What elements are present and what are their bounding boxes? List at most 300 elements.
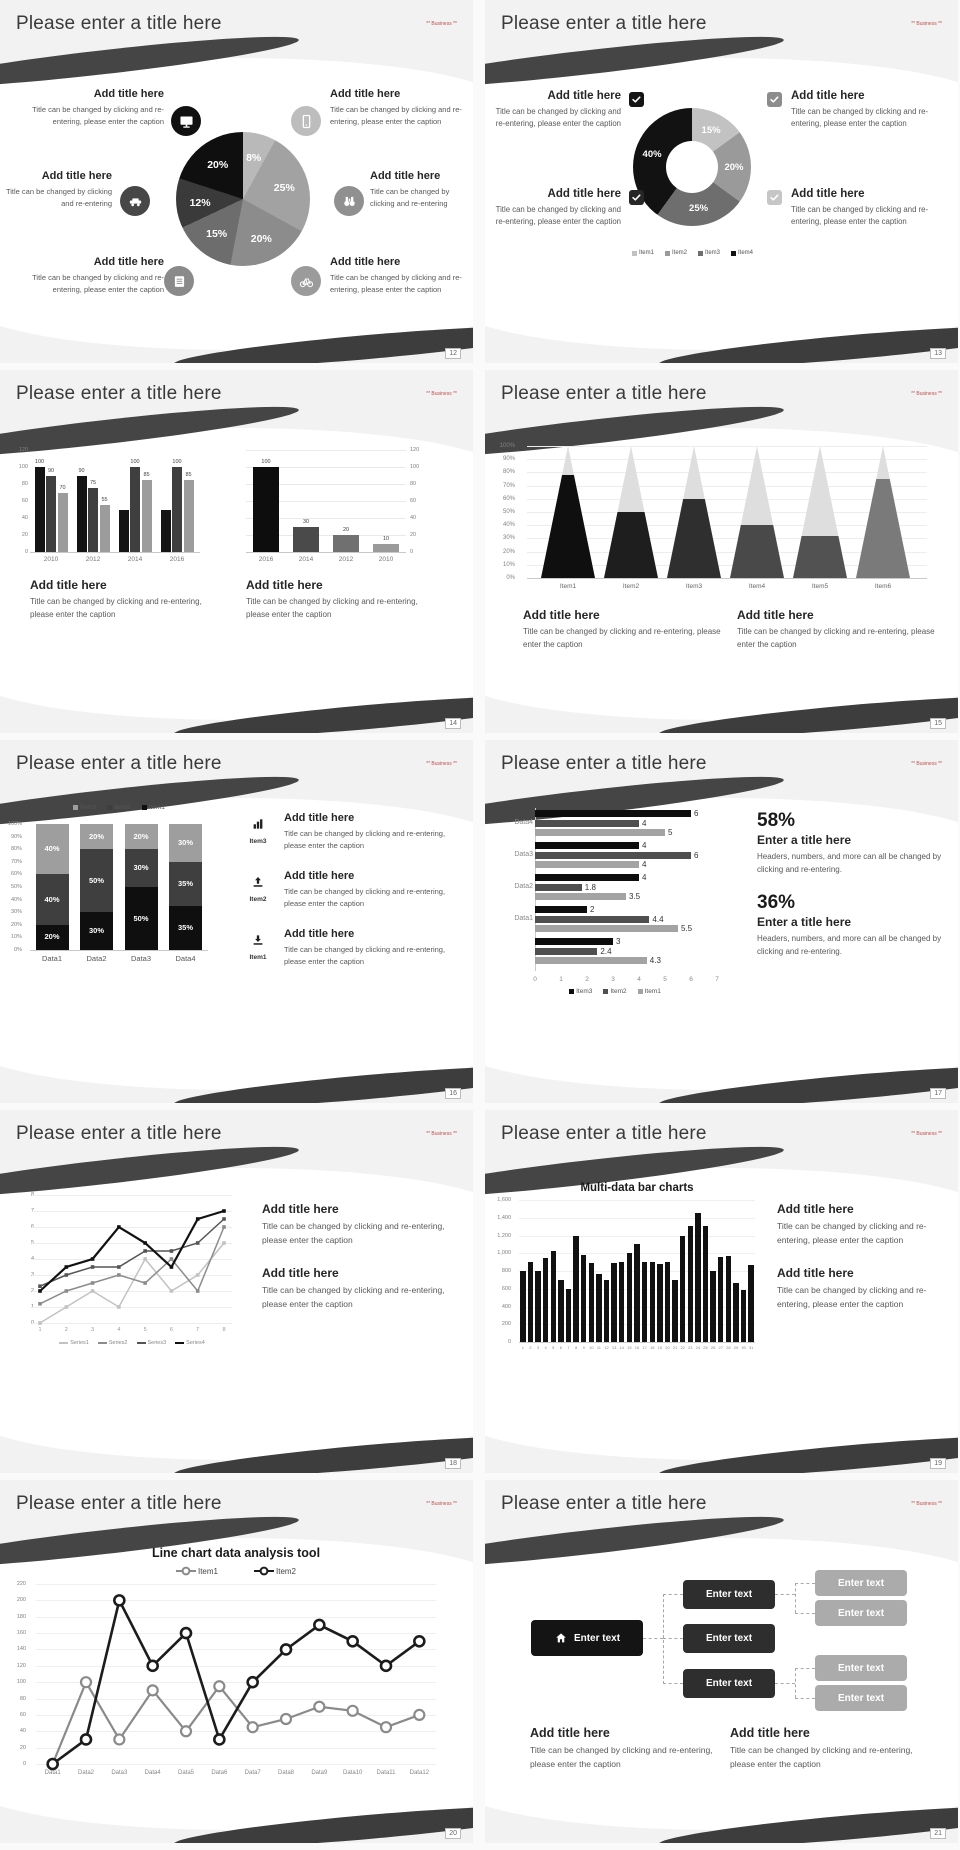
y-axis-tick: 30% xyxy=(10,909,22,916)
block-caption: Title can be changed by clicking and re-entering, please enter the caption xyxy=(777,1285,927,1309)
text-block xyxy=(30,578,215,622)
chart-legend xyxy=(30,804,208,811)
x-axis-tick: Data1 xyxy=(44,1770,61,1776)
legend-swatch xyxy=(603,989,608,994)
block-caption: Title can be changed by clicking and re-entering, please enter the caption xyxy=(791,107,929,129)
block-title: Add title here xyxy=(284,812,355,824)
legend-label: Series1 xyxy=(70,1340,89,1346)
y-axis-tick: 20 xyxy=(410,532,417,538)
x-axis-tick: 7 xyxy=(715,976,719,983)
bar xyxy=(718,1257,723,1342)
block-caption: Title can be changed by clicking and re-entering, please enter the caption xyxy=(330,273,462,294)
bar xyxy=(535,925,678,932)
gridline xyxy=(527,446,927,447)
bar-label: 100 xyxy=(130,459,140,465)
org-node xyxy=(815,1655,907,1681)
chart-legend xyxy=(595,250,790,256)
block-title: Add title here xyxy=(93,256,164,268)
x-axis-tick: 15 xyxy=(627,1345,632,1350)
segment-label: 50% xyxy=(88,875,104,885)
legend-swatch xyxy=(632,251,637,256)
icon-label: Item2 xyxy=(249,896,267,903)
org-node xyxy=(531,1620,643,1656)
segment-label: 50% xyxy=(133,913,149,923)
gridline xyxy=(527,499,927,500)
bar xyxy=(142,480,152,552)
block-title: Add title here xyxy=(777,1266,854,1280)
legend-label: Item2 xyxy=(671,250,687,256)
slide-20-line-analysis[interactable] xyxy=(0,1480,473,1843)
x-axis-line xyxy=(519,1342,755,1343)
text-block xyxy=(493,90,621,131)
bar-label: 3 xyxy=(616,937,621,946)
stat-title: Enter a title here xyxy=(757,915,852,929)
bar-label: 6 xyxy=(694,850,699,860)
slice-label: 20% xyxy=(207,159,229,172)
bar-label: 70 xyxy=(59,484,66,491)
block-title: Add title here xyxy=(737,608,814,622)
segment-label: 35% xyxy=(177,922,193,932)
bar xyxy=(535,884,582,891)
x-axis-tick: Data6 xyxy=(211,1770,228,1776)
legend-label: Item1 xyxy=(638,250,654,256)
book-icon xyxy=(164,266,194,296)
legend-swatch xyxy=(731,251,736,256)
text-block xyxy=(530,1726,715,1771)
x-axis-tick: 10 xyxy=(589,1345,594,1350)
x-axis-tick: 31 xyxy=(748,1345,754,1350)
x-axis-tick: 5 xyxy=(143,1327,147,1333)
legend-label: Item1 xyxy=(197,1566,218,1576)
block-caption: Title can be changed by clicking and re-entering xyxy=(370,187,450,208)
slice-label: 20% xyxy=(724,162,744,173)
connector-line xyxy=(663,1594,664,1684)
text-block xyxy=(777,1202,949,1247)
y-axis-tick: 80 xyxy=(410,481,417,487)
group-label: Data4 xyxy=(514,819,533,826)
y-axis-tick: 1,600 xyxy=(497,1197,511,1203)
slide-17-horizontal-bars[interactable] xyxy=(485,740,958,1103)
x-axis-tick: Data12 xyxy=(409,1770,429,1776)
text-block xyxy=(330,88,466,128)
block-caption: Title can be changed by clicking and re-entering, please enter the caption xyxy=(262,1221,445,1245)
stat-caption: Headers, numbers, and more can all be changed by clicking and re-entering. xyxy=(757,852,942,874)
y-axis-tick: 10% xyxy=(502,561,515,568)
bar xyxy=(589,1263,594,1342)
bar xyxy=(130,467,140,552)
legend-item xyxy=(603,988,626,995)
legend-label: Item1 xyxy=(644,988,661,995)
segment-label: 30% xyxy=(177,837,193,847)
bar xyxy=(733,1283,738,1342)
y-axis-tick: 40 xyxy=(410,515,417,521)
cone-fill xyxy=(667,499,721,578)
y-axis-tick: 20% xyxy=(502,548,515,555)
x-axis-tick: 17 xyxy=(642,1345,647,1350)
x-axis-tick: Data9 xyxy=(311,1770,328,1776)
slide-18-line-chart[interactable] xyxy=(0,1110,473,1473)
bar-label: 4 xyxy=(642,860,647,869)
block-title: Add title here xyxy=(547,90,621,102)
bar xyxy=(172,467,182,552)
slide-19-multidata-bars[interactable] xyxy=(485,1110,958,1473)
legend-item xyxy=(175,1340,205,1346)
y-axis-tick: 30% xyxy=(502,535,515,542)
x-axis-line xyxy=(246,552,406,553)
bar xyxy=(77,476,87,553)
legend-item xyxy=(176,1566,218,1576)
text-block xyxy=(730,1726,915,1771)
bar xyxy=(710,1271,715,1342)
legend-item xyxy=(142,804,165,811)
block-caption: Title can be changed by clicking and re-entering, please enter the caption xyxy=(495,107,621,129)
bar xyxy=(161,510,171,553)
legend-label: Item1 xyxy=(148,804,165,811)
connector-line xyxy=(795,1698,815,1699)
bar xyxy=(535,861,639,868)
watermark-text: ** Business ** xyxy=(911,761,942,767)
legend-item xyxy=(569,988,592,995)
y-axis-tick: 0 xyxy=(24,549,28,555)
x-axis-tick: Item3 xyxy=(685,583,703,590)
y-axis-tick xyxy=(14,1304,34,1310)
y-axis-tick: 80 xyxy=(19,1695,26,1702)
bar-label: 85 xyxy=(143,471,150,478)
bar xyxy=(58,493,68,553)
legend-item xyxy=(98,1340,128,1346)
org-node xyxy=(683,1580,775,1609)
legend-swatch xyxy=(698,251,703,256)
slice-label: 8% xyxy=(246,152,262,165)
x-axis-tick: 21 xyxy=(672,1345,678,1350)
legend-swatch xyxy=(569,989,574,994)
bar-chart-icon xyxy=(246,812,270,836)
bar-label: 100 xyxy=(172,459,182,465)
watermark-text: ** Business ** xyxy=(426,1131,457,1137)
slide-21-org-chart[interactable] xyxy=(485,1480,958,1843)
y-axis-tick: 0% xyxy=(506,575,515,581)
bar xyxy=(184,480,194,552)
y-axis-tick: 40% xyxy=(10,896,22,903)
connector-line xyxy=(795,1583,815,1584)
gridline xyxy=(32,1323,232,1324)
block-title: Add title here xyxy=(246,578,323,592)
y-axis-tick: 90% xyxy=(10,833,22,840)
gridline xyxy=(519,1218,755,1219)
x-axis-tick: Data2 xyxy=(77,1770,94,1776)
slide-title: Please enter a title here xyxy=(501,383,707,404)
page-number: 16 xyxy=(445,1088,461,1099)
stat-percent: 36% xyxy=(757,892,796,913)
gridline xyxy=(527,486,927,487)
x-axis-tick: Item2 xyxy=(622,583,640,590)
y-axis-tick xyxy=(14,1256,34,1262)
x-axis-tick: 1 xyxy=(559,976,563,983)
x-axis-tick: Data7 xyxy=(244,1770,261,1776)
block-caption: Title can be changed by clicking and re-entering, please enter the caption xyxy=(30,597,202,619)
bar xyxy=(650,1262,655,1342)
block-caption: Title can be changed by clicking and re-entering, please enter the caption xyxy=(32,273,164,294)
x-axis-tick: 30 xyxy=(741,1345,746,1350)
x-axis-tick: 1 xyxy=(521,1345,524,1350)
page-number: 15 xyxy=(930,718,946,729)
x-axis-tick: 5 xyxy=(663,976,667,983)
x-axis-tick: Item5 xyxy=(811,583,829,590)
org-node xyxy=(815,1685,907,1711)
y-axis-tick: 120 xyxy=(18,447,28,453)
chart-title: Multi-data bar charts xyxy=(580,1182,694,1194)
y-axis-tick xyxy=(14,1208,34,1214)
y-axis-tick: 120 xyxy=(16,1662,26,1669)
x-axis-tick: Data5 xyxy=(177,1770,194,1776)
block-caption: Title can be changed by clicking and re-entering, please enter the caption xyxy=(330,105,462,126)
text-block xyxy=(737,608,942,652)
connector-line xyxy=(643,1638,663,1639)
segment-label: 30% xyxy=(133,863,149,873)
gridline xyxy=(527,512,927,513)
bar-label: 85 xyxy=(185,471,192,478)
text-block xyxy=(262,1266,462,1311)
connector-line xyxy=(663,1683,683,1684)
text-block xyxy=(330,256,466,296)
slide-16-stacked-bars[interactable] xyxy=(0,740,473,1103)
bar-label: 4.4 xyxy=(652,914,664,924)
y-axis-tick: 120 xyxy=(410,447,420,453)
stat-caption: Headers, numbers, and more can all be changed by clicking and re-entering. xyxy=(757,934,942,956)
segment-label: 30% xyxy=(88,926,104,936)
y-axis-tick: 10% xyxy=(10,934,22,941)
slice-label: 20% xyxy=(250,232,272,245)
segment-label: 35% xyxy=(177,878,193,888)
monitor-icon xyxy=(171,106,201,136)
y-axis-tick: 200 xyxy=(16,1597,26,1604)
legend-item xyxy=(632,250,654,256)
bar xyxy=(535,842,639,849)
block-caption: Title can be changed by clicking and re-entering, please enter the caption xyxy=(777,1221,927,1245)
text-block xyxy=(284,812,462,852)
slice-label: 15% xyxy=(206,227,228,240)
legend-marker xyxy=(59,1342,68,1344)
x-axis-tick: Data2 xyxy=(86,954,107,963)
bar xyxy=(535,948,597,955)
icon-label: Item1 xyxy=(249,954,267,961)
chart-title: Line chart data analysis tool xyxy=(151,1546,321,1560)
page-number: 12 xyxy=(445,348,461,359)
group-label: Data1 xyxy=(514,915,533,922)
y-axis-tick: 220 xyxy=(16,1581,26,1587)
bar-label: 90 xyxy=(78,467,85,474)
slide-15-cone-chart[interactable] xyxy=(485,370,958,733)
bar-label: 1.8 xyxy=(584,882,596,892)
x-axis-tick: Data4 xyxy=(144,1770,161,1776)
stat-block xyxy=(757,892,949,959)
x-axis-tick: 2010 xyxy=(378,556,394,563)
bar-label: 5.5 xyxy=(681,924,693,933)
gridline xyxy=(527,472,927,473)
y-axis-tick: 60 xyxy=(410,498,417,504)
cone-fill xyxy=(793,536,847,578)
x-axis-tick: 7 xyxy=(196,1327,200,1333)
org-node-label: Enter text xyxy=(705,1633,753,1644)
block-caption: Title can be changed by clicking and re-entering, please enter the caption xyxy=(495,205,621,227)
y-axis-tick: 80% xyxy=(502,469,515,476)
y-axis-tick: 100 xyxy=(16,1679,26,1686)
slide-title: Please enter a title here xyxy=(16,383,222,404)
x-axis-tick: 2012 xyxy=(338,556,354,563)
x-axis-tick: 6 xyxy=(559,1345,562,1350)
x-axis-tick: 8 xyxy=(222,1327,226,1333)
cone-fill xyxy=(541,475,595,578)
x-axis-tick: 6 xyxy=(689,976,693,983)
bar-label: 5 xyxy=(668,828,673,837)
bar xyxy=(627,1253,632,1342)
text-block xyxy=(370,170,470,210)
bar xyxy=(535,916,649,923)
x-axis-tick: 9 xyxy=(582,1345,585,1350)
bar xyxy=(634,1244,639,1342)
chart-legend xyxy=(525,988,705,995)
slide-title: Please enter a title here xyxy=(501,1493,707,1514)
x-axis-tick: 11 xyxy=(596,1345,601,1350)
connector-line xyxy=(795,1613,815,1614)
bar xyxy=(703,1226,708,1342)
legend-item xyxy=(107,804,130,811)
slide-13-donut-chart[interactable] xyxy=(485,0,958,363)
y-axis-tick: 60% xyxy=(502,495,515,502)
page-number: 13 xyxy=(930,348,946,359)
block-caption: Title can be changed by clicking and re-entering, please enter the caption xyxy=(530,1745,713,1769)
bar xyxy=(535,874,639,881)
connector-line xyxy=(663,1638,683,1639)
org-node xyxy=(683,1669,775,1698)
x-axis-tick: 20 xyxy=(665,1345,670,1350)
block-title: Add title here xyxy=(777,1202,854,1216)
checkbox-icon xyxy=(767,92,782,107)
bicycle-icon xyxy=(291,266,321,296)
x-axis-tick: 2016 xyxy=(169,556,185,563)
block-caption: Title can be changed by clicking and re-entering, please enter the caption xyxy=(284,887,446,908)
legend-swatch xyxy=(107,805,112,810)
x-axis-tick: 2010 xyxy=(43,556,59,563)
car-icon xyxy=(120,186,150,216)
x-axis-tick: 12 xyxy=(604,1345,609,1350)
x-axis-tick: 16 xyxy=(634,1345,640,1350)
bar-label: 4 xyxy=(642,873,647,882)
bar xyxy=(543,1258,548,1342)
page-number: 18 xyxy=(445,1458,461,1469)
y-axis-tick: 60 xyxy=(21,498,28,504)
legend-label: Item3 xyxy=(576,988,593,995)
cone-fill xyxy=(856,479,910,578)
connector-line xyxy=(775,1594,795,1595)
y-axis-tick: 60% xyxy=(10,871,22,878)
x-axis-line xyxy=(30,950,208,951)
page-number: 14 xyxy=(445,718,461,729)
y-axis-tick: 1,000 xyxy=(497,1250,511,1257)
slice-label: 25% xyxy=(273,182,295,194)
bar xyxy=(35,467,45,552)
bar xyxy=(119,510,129,553)
y-axis-tick: 20% xyxy=(10,921,22,928)
bar xyxy=(688,1226,693,1342)
legend-label: Item3 xyxy=(705,250,721,256)
watermark-text: ** Business ** xyxy=(911,21,942,27)
stat-block xyxy=(757,810,949,877)
watermark-text: ** Business ** xyxy=(911,391,942,397)
y-axis-tick xyxy=(14,1288,34,1294)
segment-label: 20% xyxy=(88,831,104,841)
x-axis-tick: Data11 xyxy=(376,1770,396,1776)
connector-line xyxy=(775,1683,795,1684)
legend-swatch xyxy=(638,989,643,994)
org-node xyxy=(683,1624,775,1653)
x-axis-tick: 23 xyxy=(688,1345,693,1350)
legend-swatch xyxy=(665,251,670,256)
slice-label: 40% xyxy=(642,149,662,161)
block-caption: Title can be changed by clicking and re-entering, please enter the caption xyxy=(730,1745,913,1769)
bar xyxy=(535,810,691,817)
cone-fill xyxy=(730,525,784,578)
x-axis-tick: 3 xyxy=(536,1345,540,1350)
watermark-text: ** Business ** xyxy=(426,21,457,27)
text-block xyxy=(791,188,931,229)
x-axis-tick: 13 xyxy=(611,1345,617,1350)
bar xyxy=(535,893,626,900)
donut-hole xyxy=(666,141,718,193)
y-axis-tick: 50% xyxy=(502,509,515,515)
x-axis-tick: 5 xyxy=(552,1345,555,1350)
y-axis-tick: 20 xyxy=(21,532,28,538)
org-node xyxy=(815,1570,907,1596)
y-axis-tick: 160 xyxy=(16,1630,26,1637)
slide-title: Please enter a title here xyxy=(16,1123,222,1144)
slide-12-pie-infographic[interactable] xyxy=(0,0,473,363)
slide-14-bar-charts[interactable] xyxy=(0,370,473,733)
org-node-label: Enter text xyxy=(837,1577,885,1589)
x-axis-tick: 7 xyxy=(567,1345,570,1350)
legend-item xyxy=(59,1340,89,1346)
y-axis-tick: 140 xyxy=(16,1646,26,1653)
y-axis-tick: 180 xyxy=(16,1613,26,1620)
bar-label: 4.3 xyxy=(649,956,661,965)
org-node xyxy=(815,1600,907,1626)
stat-percent: 58% xyxy=(757,810,796,831)
x-axis-line xyxy=(527,578,927,579)
stat-title: Enter a title here xyxy=(757,833,852,847)
segment-label: 40% xyxy=(44,894,60,904)
org-node-label: Enter text xyxy=(705,1589,753,1600)
y-axis-tick: 40 xyxy=(19,1728,26,1735)
bar-label: 6 xyxy=(694,809,699,818)
connector-line xyxy=(795,1583,796,1613)
bar-label: 100 xyxy=(261,459,271,465)
legend-item xyxy=(638,988,661,995)
watermark-text: ** Business ** xyxy=(911,1501,942,1507)
text-block xyxy=(14,256,164,296)
bar-label: 10 xyxy=(382,535,390,542)
x-axis-tick: 26 xyxy=(710,1345,716,1350)
block-title: Add title here xyxy=(262,1202,339,1216)
org-node-label: Enter text xyxy=(705,1678,753,1689)
bar xyxy=(293,527,319,553)
page-number: 19 xyxy=(930,1458,946,1469)
x-axis-tick: 24 xyxy=(695,1345,701,1350)
org-node-label: Enter text xyxy=(837,1662,885,1674)
x-axis-tick: 2014 xyxy=(127,556,143,563)
text-block xyxy=(284,928,462,968)
bar-label: 30 xyxy=(302,518,310,525)
download-icon xyxy=(246,928,270,952)
